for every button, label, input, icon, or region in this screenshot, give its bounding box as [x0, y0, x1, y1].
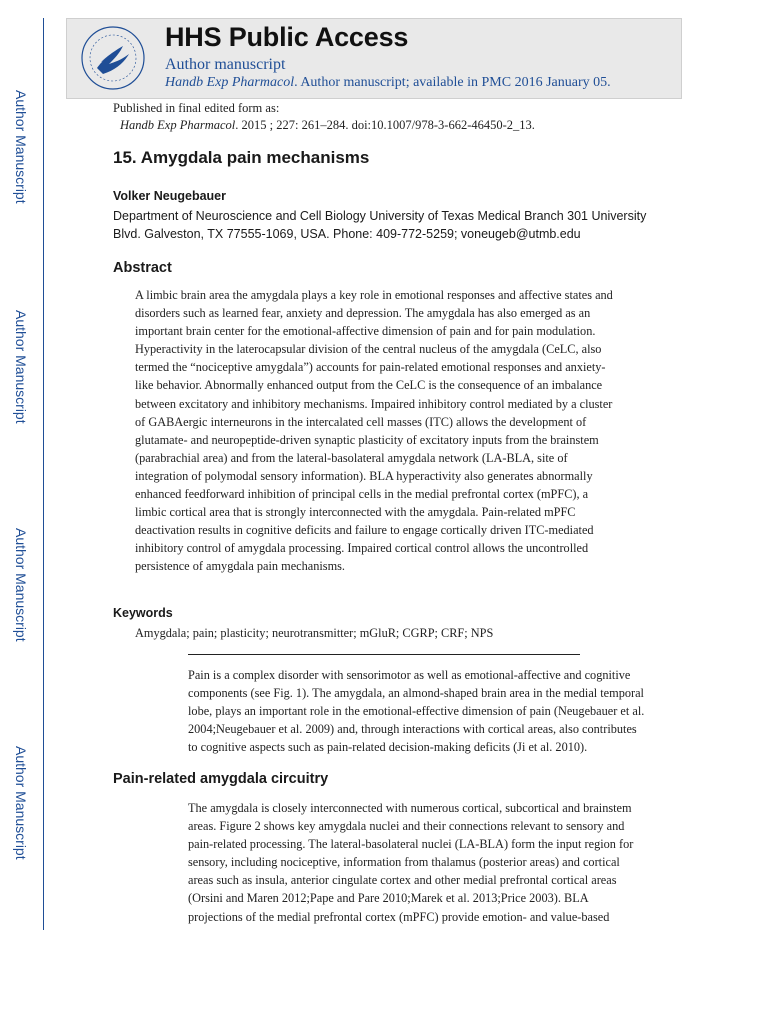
- citation-journal: Handb Exp Pharmacol: [120, 118, 236, 132]
- section-divider: [188, 654, 580, 655]
- abstract-line: inhibitory control of amygdala processing. Impaired cortical control allows the uncontrolled: [135, 541, 589, 556]
- citation-details: . 2015 ; 227: 261–284. doi:10.1007/978-3-662-46450-2_13.: [235, 118, 535, 132]
- hhs-title: HHS Public Access: [165, 22, 409, 52]
- abstract-line: deactivation results in cognitive deficits and failure to engage cortically driven ITC-mediated: [135, 523, 594, 538]
- abstract-line: like behavior. Abnormally enhanced output from the CeLC is the consequence of an imbalance: [135, 378, 603, 393]
- circuitry-line: The amygdala is closely interconnected with numerous cortical, subcortical and brainstem: [188, 801, 632, 815]
- hhs-seal-icon: [79, 24, 147, 92]
- availability-text: . Author manuscript; available in PMC 2016 January 05.: [294, 75, 611, 90]
- keywords-heading: Keywords: [113, 606, 173, 620]
- citation: [113, 117, 535, 134]
- abstract-line: between excitatory and inhibitory mechanisms. Impaired inhibitory control mediated by a cluster: [135, 396, 613, 411]
- circuitry-heading: Pain-related amygdala circuitry: [113, 771, 329, 787]
- author-name: Volker Neugebauer: [113, 189, 227, 203]
- published-form: [113, 100, 535, 134]
- abstract-line: persistence of amygdala pain mechanisms.: [135, 559, 346, 574]
- author-manuscript-subtitle: Author manuscript: [165, 56, 286, 73]
- abstract-line: Hyperactivity in the laterocapsular division of the central nucleus of the amygdala (CeLC, also: [135, 342, 602, 357]
- abstract-line: integration of polymodal sensory information). BLA hyperactivity also generates abnormally: [135, 468, 593, 483]
- published-label: Published in final edited form as:: [113, 101, 280, 115]
- affiliation-line: Department of Neuroscience and Cell Biology University of Texas Medical Branch 301 University: [113, 209, 647, 223]
- intro-line: to cognitive aspects such as pain-related decision-making deficits (Ji et al. 2010).: [188, 740, 588, 755]
- intro-line: 2004;Neugebauer et al. 2009) and, through interactions with cortical areas, also contributes: [188, 722, 637, 737]
- abstract-line: (parabrachial area) and from the lateral-basolateral amygdala network (LA-BLA, site of: [135, 450, 568, 465]
- circuitry-line: areas. Figure 2 shows key amygdala nuclei and their connections relevant to sensory and: [188, 819, 625, 834]
- intro-line: components (see Fig. 1). The amygdala, an almond-shaped brain area in the medial temporal: [188, 686, 644, 701]
- abstract-line: disorders such as learned fear, anxiety and depression. The amygdala has also emerged as an: [135, 306, 591, 321]
- circuitry-line: projections of the medial prefrontal cortex (mPFC) provide emotion- and value-based: [188, 909, 610, 924]
- intro-line: lobe, plays an important role in the emotional-effective dimension of pain (Neugebauer et al.: [188, 704, 645, 719]
- journal-availability: [165, 75, 611, 91]
- intro-line: Pain is a complex disorder with sensorimotor as well as emotional-affective and cognitive: [188, 668, 631, 682]
- circuitry-line: sensory, including nociceptive, information from thalamus (posterior areas) and cortical: [188, 855, 620, 870]
- author-manuscript-label: Author Manuscript: [13, 528, 29, 642]
- author-manuscript-label: Author Manuscript: [13, 310, 29, 424]
- abstract-line: limbic cortical area that is strongly interconnected with the amygdala. Pain-related mPFC: [135, 505, 576, 520]
- abstract-line: important brain center for the emotional-affective dimension of pain and for pain modulation.: [135, 324, 596, 339]
- keywords-list: Amygdala; pain; plasticity; neurotransmitter; mGluR; CGRP; CRF; NPS: [135, 626, 494, 640]
- abstract-line: of GABAergic interneurons in the intercalated cell masses (ITC) allows the development of: [135, 414, 587, 429]
- circuitry-paragraph: [188, 799, 658, 926]
- circuitry-line: pain-related processing. The lateral-basolateral nuclei (LA-BLA) form the input region for: [188, 837, 634, 852]
- affiliation-line: Blvd. Galveston, TX 77555-1069, USA. Phone: 409-772-5259; voneugeb@utmb.edu: [113, 227, 581, 241]
- author-manuscript-label: Author Manuscript: [13, 746, 29, 860]
- abstract-line: enhanced feedforward inhibition of principal cells in the medial prefrontal cortex (mPFC), a: [135, 487, 589, 502]
- intro-paragraph: [188, 666, 658, 756]
- margin-rule: [43, 18, 44, 930]
- abstract-heading: Abstract: [113, 260, 172, 276]
- circuitry-line: (Orsini and Maren 2012;Pape and Pare 2010;Marek et al. 2013;Price 2003). BLA: [188, 891, 589, 906]
- abstract-line: A limbic brain area the amygdala plays a key role in emotional responses and affective states and: [135, 288, 613, 302]
- author-affiliation: [113, 207, 673, 243]
- abstract-line: termed the “nociceptive amygdala”) accounts for pain-related emotional responses and anxiety-: [135, 360, 606, 375]
- author-manuscript-label: Author Manuscript: [13, 90, 29, 204]
- journal-name: Handb Exp Pharmacol: [165, 75, 295, 90]
- abstract-line: glutamate- and neuropeptide-driven synaptic plasticity of excitatory inputs from the brainstem: [135, 432, 599, 447]
- circuitry-line: areas such as insula, anterior cingulate cortex and other medial prefrontal cortical areas: [188, 873, 617, 888]
- abstract-body: [135, 286, 645, 576]
- article-title: 15. Amygdala pain mechanisms: [113, 148, 370, 167]
